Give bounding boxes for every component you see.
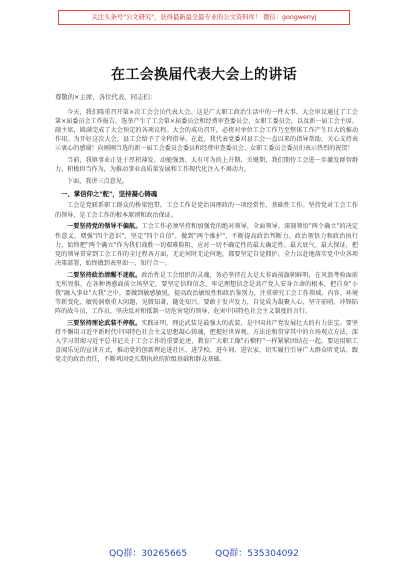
qq-group-1: QQ群：30265665 (109, 549, 188, 559)
paragraph-text: 实践证明，理论武装是最强大的武装，是中国共产党发展壮大的有力法宝。要坚持不懈用习近平新时代中国特色社会主义思想凝心铸魂，把握好世界观、方法论和贯穿其中的立场观点方法，深入学习贯彻习近平总书记关于工会工作的重要论述，教育广大职工像"石榴籽"一样紧紧团结在一起，要运用职工喜闻乐见的宣讲方式，推动党的创新理论进社区、进学校、进车间、进农家，切实履行引导广大群众听党话、跟党走的政治责任，不断巩固党长期执政的阶级基础和群众基础。 (55, 319, 359, 364)
paragraph-lead: 二要坚持政治清醒不迷航。 (67, 271, 142, 279)
paragraph (55, 271, 358, 316)
paragraph: 当前，我镇事业正处于厚积薄发、动能强劲、大有可为的上升期、关键期，我们期待工会进一步激发群智群力，积极担当作为，为推动事业高质量发展和工作现代化注入不竭动力。 (55, 157, 358, 174)
paragraph (55, 319, 358, 364)
top-banner: 关注头条号"公文研究"，获得最新最全最专业的公文资料库！ 微信：gongwenyj (58, 10, 350, 25)
document-body (55, 108, 358, 367)
page-title: 在工会换届代表大会上的讲话 (111, 67, 297, 83)
footer (0, 546, 408, 559)
paragraph: 工会是党联系职工群众的桥梁纽带。工会工作是党治国理政的一项经常性、基础性工作。坚持党对工会工作的领导，是工会工作的根本原则和政治保证。 (55, 202, 358, 219)
section-heading: 一、掌信仰之"舵"，坚持凝心铸魂 (61, 190, 158, 199)
qq-group-2: QQ群：535304092 (215, 549, 299, 559)
paragraph: 今天，我们隆重召开第×次工会会员代表大会。这是广大职工政治生活中的一件大事。大会审议通过了工会第×届委员会工作报告，选举产生了工会第×届委员会和经费审查委员会、女职工委员会，以及新一届工会主席、副主席，圆满完成了大会预定的各项议程。大会的成功召开，必将对单位工会工作乃至整体工作产生巨大的推动作用。为开好这次大会，县工会给予了全程指导。在此，我代表党委对县工会一直以来的指导帮助、关心支持表示衷心的感谢！向刚刚当选的新一届工会委员会委员和经费审查委员会、女职工委员会委员们表示热烈的祝贺！ (55, 109, 358, 153)
paragraph: 下面，我讲三点意见。 (67, 178, 128, 186)
paragraph-lead: 一要坚持党的领导不偏航。 (67, 223, 142, 231)
paragraph-text: 政治性是工会组织的灵魂，务必坚持在大是大非面前旗帜鲜明，在风浪考验面前无所畏惧，在各种诱惑面前立场坚定，要坚定信仰信念，牢记理想信念是共产党人安身立命的根本，把自身"小我"融入事业"大我"之中。要做到敏感敏锐，提高政治敏锐性和政治鉴别力，注重研究工会工作领域、内容、环境等新变化，敏锐洞察重大问题，见微知著，随处知兴。要敢于发声发力，自觉成为凝聚人心、坚守前哨、冲锋陷阵的战斗员，工作员，坚决反对和抵制一切危害党的领导、危害中国特色社会主义制度的言行。 (55, 271, 359, 316)
salutation: 尊敬的×主席、各位代表、同志们： (55, 93, 157, 101)
paragraph-text: 工会工作必须坚持和加强党的绝对领导，全面领导，深刻领悟"两个确立"的决定性意义，增强"四个意识"，坚定"四个自信"，做到"两个维护"，不断提高政治判断力、政治领悟力和政治执行力，始终把"两个确立"作为我们战胜一切艰难险阻、应对一切不确定性的最大确定性、最大底气、最大保证，把党的领导贯穿到工会工作的全过程各方面，无论何时无论何地，都要坚定自觉拥护、全力以赴地落实党中央各项决策部署，始终做到表里如一、知行合一。 (55, 223, 358, 267)
paragraph (55, 222, 358, 267)
paragraph-lead: 三要坚持理论武装不停航。 (67, 319, 142, 327)
